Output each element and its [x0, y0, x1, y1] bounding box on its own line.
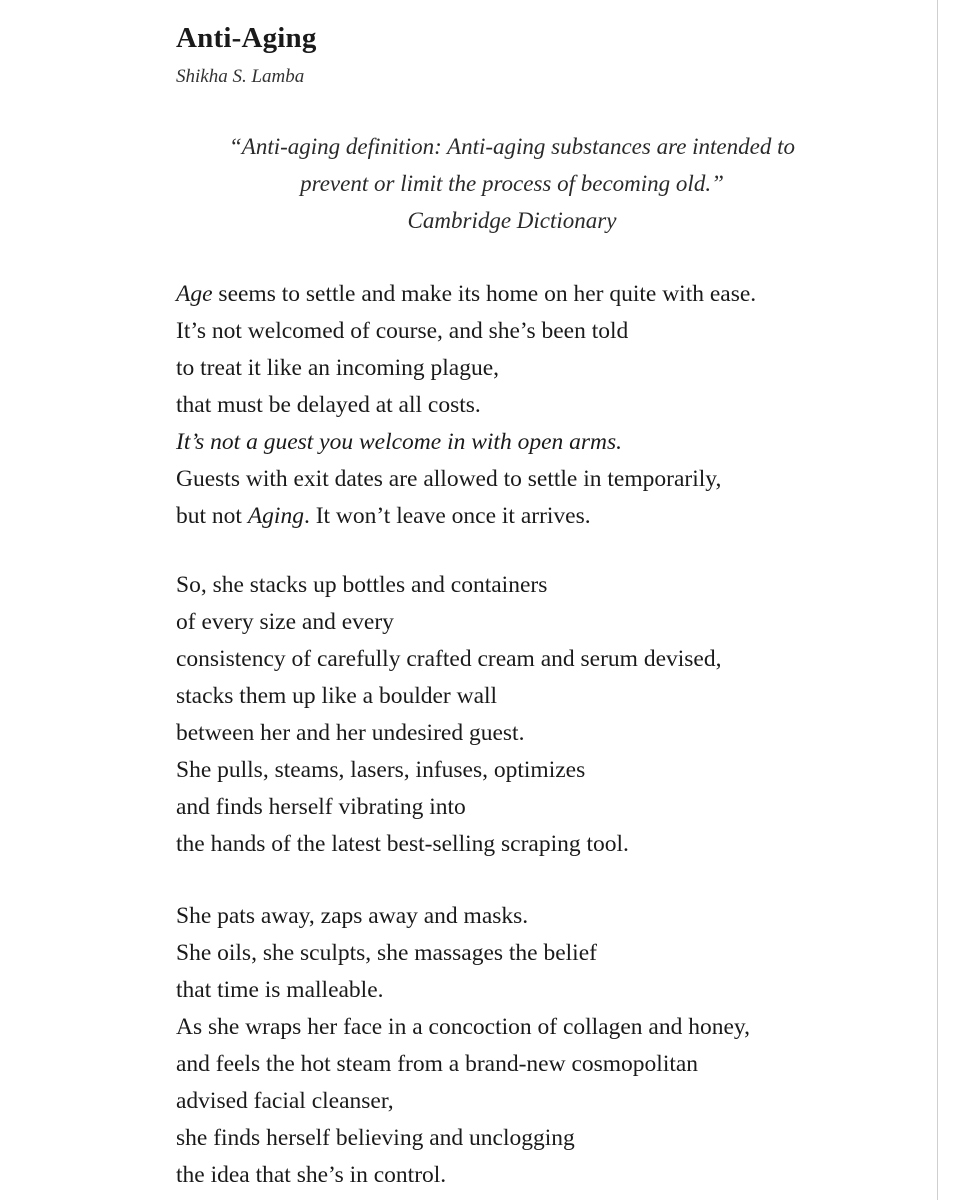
poem-author: Shikha S. Lamba [176, 66, 305, 87]
stanza-2 [176, 567, 721, 863]
poem-line [176, 498, 756, 535]
poem-title: Anti-Aging [176, 22, 317, 54]
poem-line: stacks them up like a boulder wall [176, 683, 498, 709]
epigraph-line: “Anti-aging definition: Anti-aging substances are intended to [228, 134, 795, 159]
poem-line: that time is malleable. [176, 977, 384, 1003]
poem-line: It’s not welcomed of course, and she’s been told [176, 318, 629, 344]
epigraph-line: prevent or limit the process of becoming old.” [300, 171, 724, 196]
poem-line: between her and her undesired guest. [176, 720, 525, 746]
poem-line: She oils, she sculpts, she massages the belief [176, 940, 597, 966]
poem-line: She pulls, steams, lasers, infuses, optimizes [176, 757, 586, 783]
poem-line: advised facial cleanser, [176, 1088, 394, 1114]
poem-line: to treat it like an incoming plague, [176, 355, 500, 381]
poem-line: and finds herself vibrating into [176, 794, 466, 820]
line-text: but not [176, 503, 248, 529]
poem-line: that must be delayed at all costs. [176, 392, 481, 418]
line-text: . It won’t leave once it arrives. [303, 503, 591, 529]
poem-line: and feels the hot steam from a brand-new cosmopolitan [176, 1051, 699, 1077]
epigraph [176, 128, 848, 239]
poem-line: the hands of the latest best-selling scraping tool. [176, 831, 629, 857]
poem-line: Guests with exit dates are allowed to settle in temporarily, [176, 466, 722, 492]
poem-line: she finds herself believing and unclogging [176, 1125, 575, 1151]
emphasis-line: It’s not a guest you welcome in with open arms. [176, 429, 623, 455]
poem-line: So, she stacks up bottles and containers [176, 572, 548, 598]
line-text: seems to settle and make its home on her quite with ease. [212, 281, 757, 307]
poem-line-italic [176, 424, 756, 461]
stanza-1 [176, 276, 756, 535]
poem-line [176, 276, 756, 313]
emphasis-word: Age [176, 281, 213, 307]
poem-line: of every size and every [176, 609, 394, 635]
epigraph-source: Cambridge Dictionary [407, 208, 617, 233]
emphasis-word: Aging [247, 503, 304, 529]
stanza-3 [176, 898, 750, 1194]
poem-line: consistency of carefully crafted cream and serum devised, [176, 646, 722, 672]
page-edge-divider [937, 0, 938, 1200]
poem-line: the idea that she’s in control. [176, 1162, 447, 1188]
poem-line: She pats away, zaps away and masks. [176, 903, 529, 929]
poem-line: As she wraps her face in a concoction of collagen and honey, [176, 1014, 751, 1040]
